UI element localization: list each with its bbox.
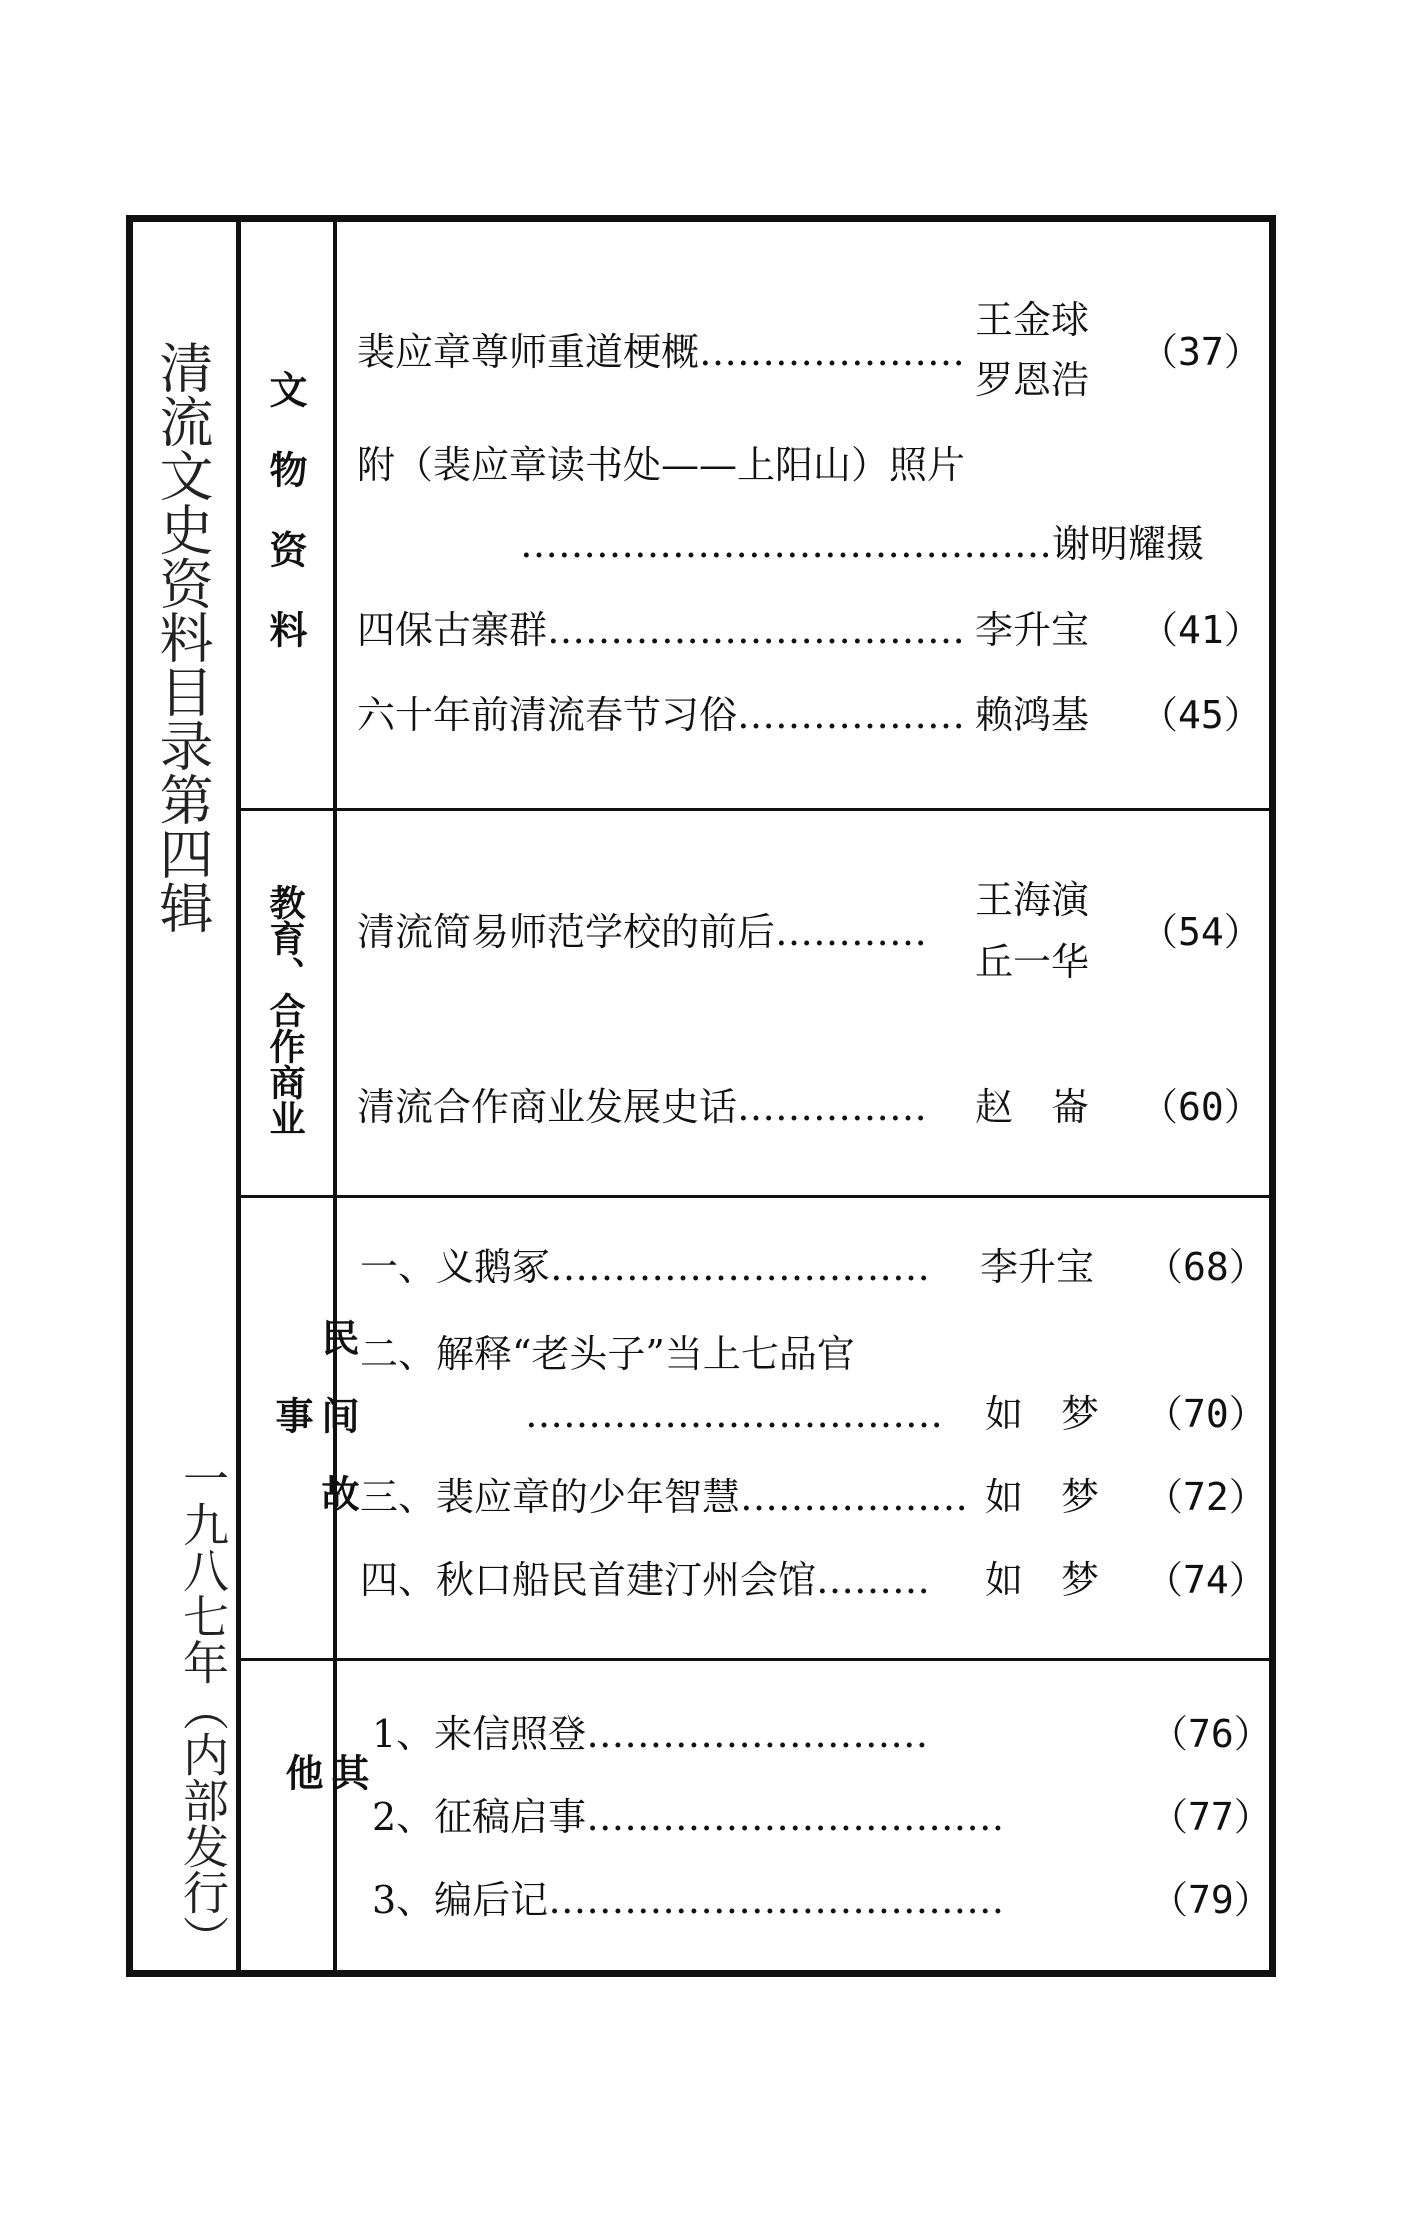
entry-author: 如 梦 [985, 1475, 1100, 1519]
entry-title: 二、解释“老头子”当上七品官 [360, 1332, 855, 1376]
section-name-education: 教育、合作商业 [264, 884, 305, 1136]
page-number: （70） [1145, 1392, 1267, 1436]
entry-author: 如 梦 [985, 1392, 1100, 1436]
entry-title: 2、征稿启事 [372, 1795, 587, 1839]
leader-dots: …………………………… [525, 1392, 943, 1436]
leader-dots: ……………… [737, 693, 966, 737]
leader-dots: ……… [816, 1558, 931, 1602]
section-name-other: 其他 [279, 1753, 369, 1901]
toc-entry [357, 608, 965, 652]
entry-title: 四保古寨群 [357, 608, 548, 652]
entry-author: 李升宝 [975, 608, 1090, 652]
entry-title: 一、义鹅冢 [360, 1245, 551, 1289]
entry-author: 赵 崙 [975, 1085, 1090, 1129]
leader-dots: ……………………………… [548, 1878, 1005, 1922]
toc-entry [360, 1245, 930, 1289]
leader-dots: …………………………… [586, 1795, 1005, 1839]
page-number: （37） [1140, 330, 1262, 374]
leader-dots: ……………… [740, 1475, 969, 1519]
entry-title: 三、裴应章的少年智慧 [360, 1475, 741, 1519]
leader-dots: ………… [775, 910, 928, 954]
document-title: 清流文史资料目录第四辑 [151, 340, 214, 934]
page-number: （41） [1140, 608, 1262, 652]
entry-author: 如 梦 [985, 1558, 1100, 1602]
toc-entry [372, 1712, 928, 1756]
toc-entry-continued [525, 1392, 943, 1436]
entry-title: 裴应章尊师重道梗概 [357, 330, 700, 374]
leader-dots: …………………………………… [520, 522, 1052, 566]
leader-dots: ……………………… [586, 1712, 929, 1756]
entry-title: 清流简易师范学校的前后 [357, 910, 776, 954]
leader-dots: …………… [737, 1085, 928, 1129]
toc-entry [360, 1558, 930, 1602]
page-number: （60） [1140, 1085, 1262, 1129]
section-column-divider [333, 222, 337, 1970]
entry-title: 清流合作商业发展史话 [357, 1085, 738, 1129]
toc-entry [357, 330, 965, 374]
page-number: （68） [1145, 1245, 1267, 1289]
page-number: （45） [1140, 693, 1262, 737]
section-divider-3 [236, 1658, 1270, 1661]
toc-entry [372, 1795, 1004, 1839]
entry-author: 王海演 [975, 878, 1090, 922]
entry-title: 附（裴应章读书处——上阳山）照片 [357, 443, 966, 487]
page-number: （54） [1140, 910, 1262, 954]
toc-entry [357, 443, 965, 487]
section-name-folk-tales: 民间故事 [269, 1318, 359, 1552]
page-number: （72） [1145, 1475, 1267, 1519]
entry-title: 四、秋口船民首建汀州会馆 [360, 1558, 817, 1602]
publication-note: 一九八七年（内部发行） [176, 1455, 230, 1961]
page-number: （74） [1145, 1558, 1267, 1602]
toc-entry [357, 1085, 927, 1129]
page-number: （76） [1150, 1712, 1272, 1756]
section-divider-1 [236, 808, 1270, 811]
toc-entry [360, 1332, 855, 1376]
entry-title: 1、来信照登 [372, 1712, 587, 1756]
page-number: （77） [1150, 1795, 1272, 1839]
toc-entry [357, 693, 965, 737]
entry-author: 王金球 [975, 298, 1090, 342]
entry-author: 赖鸿基 [975, 693, 1090, 737]
entry-title: 六十年前清流春节习俗 [357, 693, 738, 737]
entry-author: 罗恩浩 [975, 358, 1090, 402]
toc-entry [372, 1878, 1004, 1922]
toc-entry [360, 1475, 968, 1519]
section-name-relics: 文物资料 [263, 370, 307, 690]
leader-dots: …………………………… [547, 608, 966, 652]
page-number: （79） [1150, 1878, 1272, 1922]
toc-entry-continued [520, 522, 1204, 566]
leader-dots: ………………………… [550, 1245, 931, 1289]
toc-entry [357, 910, 927, 954]
title-column-divider [236, 222, 241, 1970]
entry-title: 3、编后记 [372, 1878, 549, 1922]
entry-author: 丘一华 [975, 940, 1090, 984]
section-divider-2 [236, 1195, 1270, 1198]
leader-dots: ………………… [699, 330, 966, 374]
entry-author: 李升宝 [980, 1245, 1095, 1289]
entry-author: 谢明耀摄 [1052, 522, 1205, 566]
